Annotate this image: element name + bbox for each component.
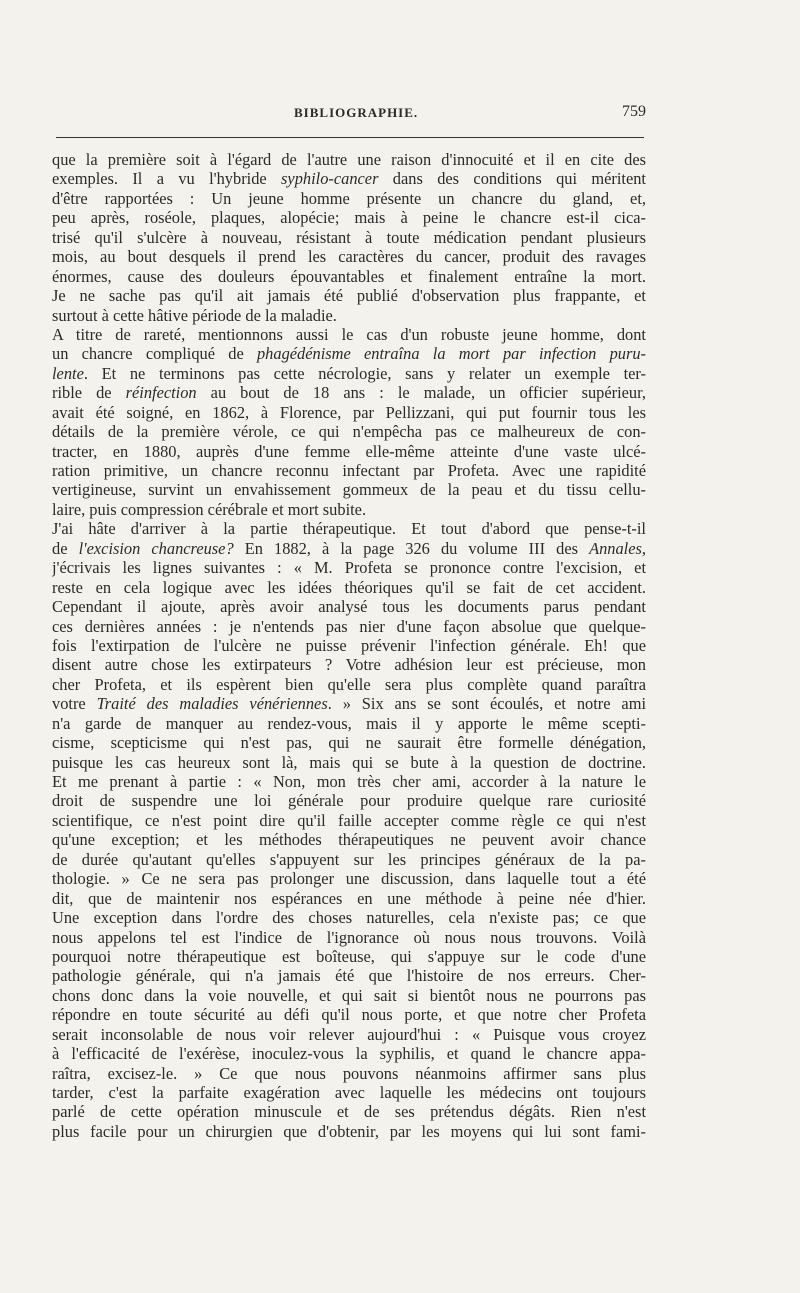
text-line: dit, que de maintenir nos espérances en une méthode à peine née d'hier.	[52, 888, 646, 908]
text-line: laire, puis compression cérébrale et mort subite.	[52, 499, 367, 519]
text-line: détails de la première vérole, ce qui n'empêcha pas ce malheureux de con-	[52, 422, 646, 442]
text-line: à l'efficacité de l'exérèse, inoculez-vous la syphilis, et quand le chancre appa-	[52, 1044, 646, 1064]
text-line: cisme, scepticisme qui n'est pas, qui ne saurait être formelle dénégation,	[52, 733, 646, 753]
text-line: mois, au bout desquels il prend les caractères du cancer, produit des ravages	[52, 247, 646, 267]
text-line: qu'une exception; et les méthodes thérapeutiques ne peuvent avoir chance	[52, 830, 646, 850]
text-line: puisque les cas heureux sont là, mais qui se bute à la question de doctrine.	[52, 752, 646, 772]
text-line: plus facile pour un chirurgien que d'obtenir, par les moyens qui lui sont fami-	[52, 1121, 646, 1141]
text-line: votre Traité des maladies vénériennes. » Six ans se sont écoulés, et notre ami	[52, 694, 646, 714]
text-line: d'être rapportées : Un jeune homme présente un chancre du gland, et,	[52, 188, 646, 208]
text-line: A titre de rareté, mentionnons aussi le cas d'un robuste jeune homme, dont	[52, 324, 646, 344]
text-line: fois l'extirpation de l'ulcère ne puisse prévenir l'infection générale. Eh! que	[52, 635, 646, 655]
text-line: trisé qu'il s'ulcère à nouveau, résistant à toute médication pendant plusieurs	[52, 227, 646, 247]
page-number: 759	[622, 103, 646, 120]
text-line: serait inconsolable de nous voir relever aujourd'hui : « Puisque vous croyez	[52, 1024, 646, 1044]
text-line: n'a garde de manquer au rendez-vous, mais il y apporte le même scepti-	[52, 713, 646, 733]
body-text	[52, 150, 646, 1141]
text-line: exemples. Il a vu l'hybride syphilo-cancer dans des conditions qui méritent	[52, 169, 646, 189]
text-line: ration primitive, un chancre reconnu infectant par Profeta. Avec une rapidité	[52, 461, 646, 480]
text-line: rible de réinfection au bout de 18 ans : le malade, un officier supérieur,	[52, 383, 646, 403]
text-line: J'ai hâte d'arriver à la partie thérapeutique. Et tout d'abord que pense-t-il	[52, 519, 646, 539]
text-line: cher Profeta, et ils espèrent bien qu'elle sera plus complète quand paraîtra	[52, 674, 646, 694]
text-line: scientifique, ce n'est point dire qu'il faille accepter comme règle ce qui n'est	[52, 810, 646, 830]
text-line: droit de suspendre une loi générale pour produire quelque rare curiosité	[52, 791, 646, 811]
text-line: Je ne sache pas qu'il ait jamais été publié d'observation plus frappante, et	[52, 286, 646, 306]
header-rule	[56, 137, 644, 138]
text-line: énormes, cause des douleurs épouvantables et finalement entraîne la mort.	[52, 266, 646, 286]
text-line: chons donc dans la voie nouvelle, et qui sait si bientôt nous ne pourrons pas	[52, 985, 646, 1005]
text-line: surtout à cette hâtive période de la maladie.	[52, 305, 337, 325]
text-line: de l'excision chancreuse? En 1882, à la page 326 du volume III des Annales,	[52, 538, 646, 558]
text-line: peu après, roséole, plaques, alopécie; mais à peine le chancre est-il cica-	[52, 208, 646, 228]
text-line: pathologie générale, qui n'a jamais été que l'histoire de nos erreurs. Cher-	[52, 966, 646, 986]
text-line: répondre en toute sécurité au défi qu'il nous porte, et que notre cher Profeta	[52, 1005, 646, 1025]
text-line: un chancre compliqué de phagédénisme entraîna la mort par infection puru-	[52, 344, 646, 364]
text-line: ces dernières années : je n'entends pas nier d'une façon absolue que quelque-	[52, 616, 646, 636]
running-title: BIBLIOGRAPHIE.	[294, 105, 419, 120]
text-line: parlé de cette opération minuscule et de ses prétendus dégâts. Rien n'est	[52, 1102, 646, 1122]
text-line: de durée qu'autant qu'elles s'appuyent sur les principes généraux de la pa-	[52, 849, 646, 869]
page-header	[56, 103, 644, 127]
text-line: reste en cela logique avec les idées théoriques qu'il se fait de cet accident.	[52, 577, 646, 597]
text-line: avait été soigné, en 1862, à Florence, par Pellizzani, qui put fournir tous les	[52, 402, 646, 422]
text-line: lente. Et ne terminons pas cette nécrologie, sans y relater un exemple ter-	[52, 363, 646, 383]
text-line: thologie. » Ce ne sera pas prolonger une discussion, dans laquelle tout a été	[52, 869, 646, 889]
text-line: tarder, c'est la parfaite exagération avec laquelle les médecins ont toujours	[52, 1083, 646, 1102]
text-line: tracter, en 1880, auprès d'une femme elle-même atteinte d'une vaste ulcé-	[52, 441, 646, 461]
text-line: vertigineuse, survint un envahissement gommeux de la peau et du tissu cellu-	[52, 480, 646, 500]
text-line: Cependant il ajoute, après avoir analysé tous les documents parus pendant	[52, 597, 646, 617]
text-line: raîtra, excisez-le. » Ce que nous pouvons néanmoins affirmer sans plus	[52, 1063, 646, 1083]
text-line: Et me prenant à partie : « Non, mon très cher ami, accorder à la nature le	[52, 772, 646, 791]
text-line: que la première soit à l'égard de l'autre une raison d'innocuité et il en cite des	[52, 150, 646, 169]
text-line: pourquoi notre thérapeutique est boîteuse, qui s'appuye sur le code d'une	[52, 946, 646, 966]
text-line: j'écrivais les lignes suivantes : « M. Profeta se prononce contre l'excision, et	[52, 558, 646, 578]
text-line: Une exception dans l'ordre des choses naturelles, cela n'existe pas; ce que	[52, 908, 646, 928]
text-line: disent autre chose les extirpateurs ? Votre adhésion leur est précieuse, mon	[52, 655, 646, 675]
text-line: nous appelons tel est l'indice de l'ignorance où nous nous trouvons. Voilà	[52, 927, 646, 947]
